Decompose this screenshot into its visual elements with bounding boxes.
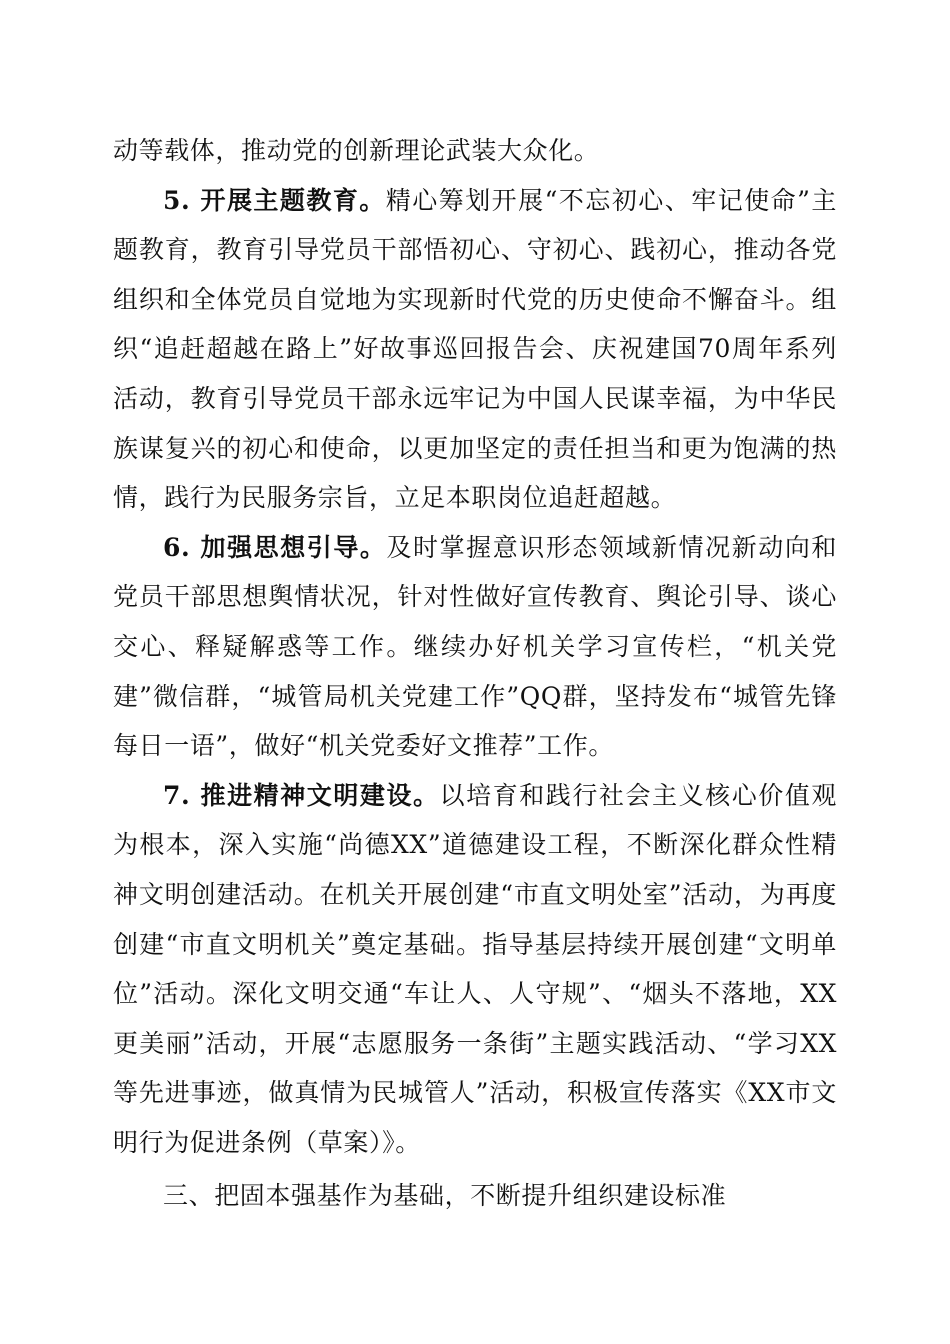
paragraph-item-6 <box>113 523 837 771</box>
paragraph-text: 以培育和践行社会主义核心价值观为根本，深入实施“尚德XX”道德建设工程，不断深化群众性精神文明创建活动。在机关开展创建“市直文明处室”活动，为再度创建“市直文明机关”奠定基础。指导基层持续开展创建“文明单位”活动。深化文明交通“车让人、人守规”、“烟头不落地，XX更美丽”活动，开展“志愿服务一条街”主题实践活动、“学习XX等先进事迹，做真情为民城管人”活动，积极宣传落实《XX市文明行为促进条例（草案）》。 <box>113 780 837 1157</box>
section-heading: 三、把固本强基作为基础，不断提升组织建设标准 <box>163 1181 727 1211</box>
paragraph-item-7 <box>113 771 837 1168</box>
paragraph-lead: 7. 推进精神文明建设。 <box>163 780 440 810</box>
document-page <box>113 126 837 1221</box>
paragraph-lead: 6. 加强思想引导。 <box>163 532 387 562</box>
paragraph-item-5 <box>113 176 837 523</box>
paragraph-text: 精心筹划开展“不忘初心、牢记使命”主题教育，教育引导党员干部悟初心、守初心、践初心，推动各党组织和全体党员自觉地为实现新时代党的历史使命不懈奋斗。组织“追赶超越在路上”好故事巡回报告会、庆祝建国70周年系列活动，教育引导党员干部永远牢记为中国人民谋幸福，为中华民族谋复兴的初心和使命，以更加坚定的责任担当和更为饱满的热情，践行为民服务宗旨，立足本职岗位追赶超越。 <box>113 185 837 513</box>
paragraph-text: 动等载体，推动党的创新理论武装大众化。 <box>113 136 600 165</box>
paragraph-text: 及时掌握意识形态领域新情况新动向和党员干部思想舆情状况，针对性做好宣传教育、舆论引导、谈心交心、释疑解惑等工作。继续办好机关学习宣传栏，“机关党建”微信群，“城管局机关党建工作”QQ群，坚持发布“城管先锋每日一语”，做好“机关党委好文推荐”工作。 <box>113 532 837 761</box>
paragraph-lead: 5. 开展主题教育。 <box>163 185 386 215</box>
paragraph-continuation <box>113 126 837 176</box>
